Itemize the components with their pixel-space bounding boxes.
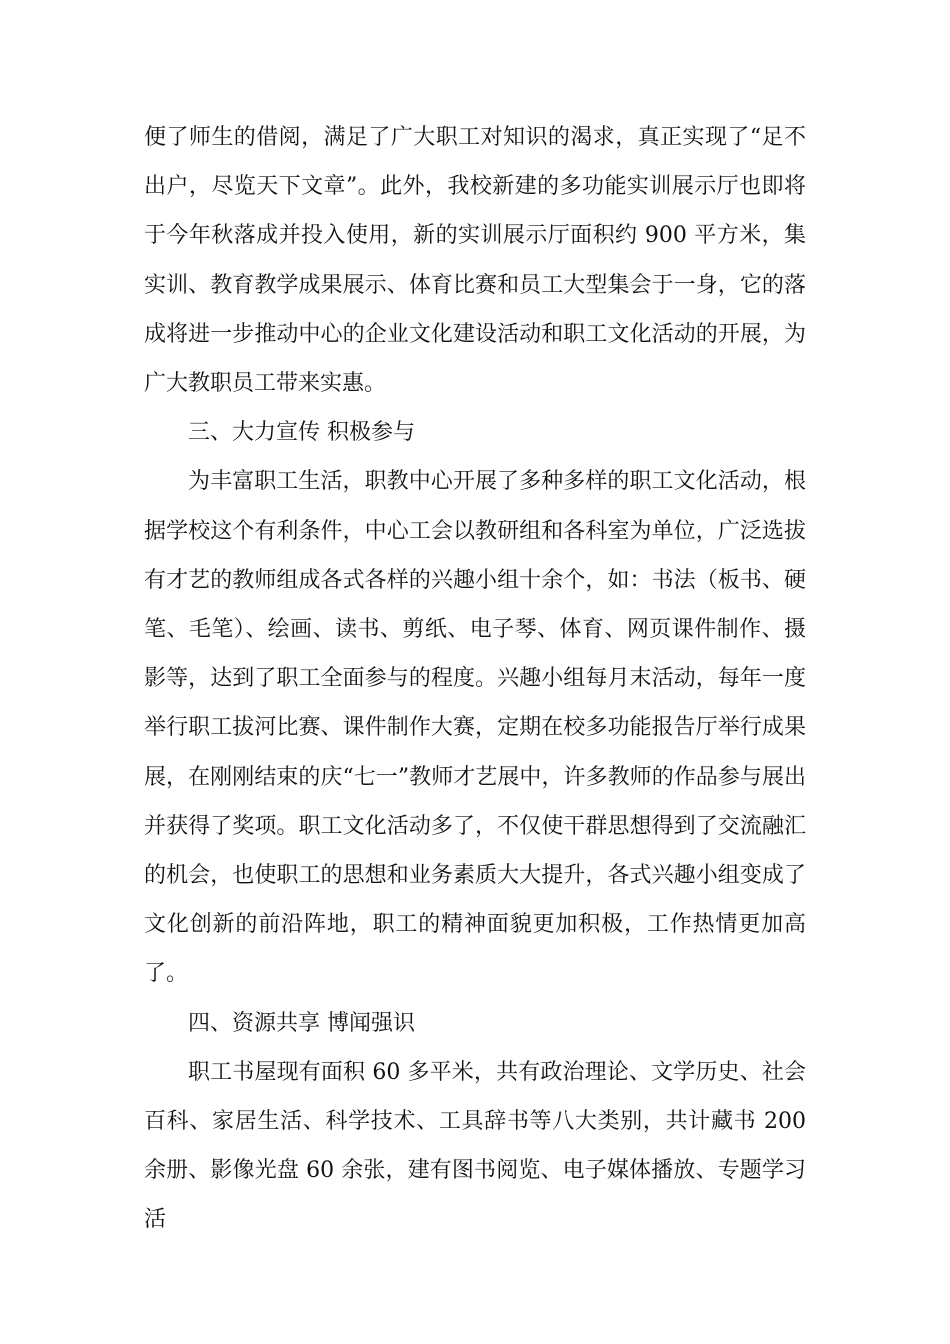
paragraph-book-house: 职工书屋现有面积 60 多平米，共有政治理论、文学历史、社会百科、家居生活、科学技术、工具辞书等八大类别，共计藏书 200 余册、影像光盘 60 余张，建有图书阅览、电子媒体播放、专题学习活 (144, 1059, 806, 1233)
document-body (144, 113, 806, 1245)
section-heading-4: 四、资源共享 博闻强识 (188, 1010, 415, 1036)
paragraph-continued: 便了师生的借阅，满足了广大职工对知识的渴求，真正实现了“足不出户，尽览天下文章”。此外，我校新建的多功能实训展示厅也即将于今年秋落成并投入使用，新的实训展示厅面积约 900 平方米，集实训、教育教学成果展示、体育比赛和员工大型集会于一身，它的落成将进一步推动中心的企业文化建设活动和职工文化活动的开展，为广大教职员工带来实惠。 (144, 125, 806, 397)
paragraph-activities: 为丰富职工生活，职教中心开展了多种多样的职工文化活动，根据学校这个有利条件，中心工会以教研组和各科室为单位，广泛选拔有才艺的教师组成各式各样的兴趣小组十余个，如：书法（板书、硬笔、毛笔）、绘画、读书、剪纸、电子琴、体育、网页课件制作、摄影等，达到了职工全面参与的程度。兴趣小组每月末活动，每年一度举行职工拔河比赛、课件制作大赛，定期在校多功能报告厅举行成果展，在刚刚结束的庆“七一”教师才艺展中，许多教师的作品参与展出并获得了奖项。职工文化活动多了，不仅使干群思想得到了交流融汇的机会，也使职工的思想和业务素质大大提升，各式兴趣小组变成了文化创新的前沿阵地，职工的精神面貌更加积极，工作热情更加高了。 (144, 469, 806, 987)
section-heading-3: 三、大力宣传 积极参与 (188, 420, 415, 446)
